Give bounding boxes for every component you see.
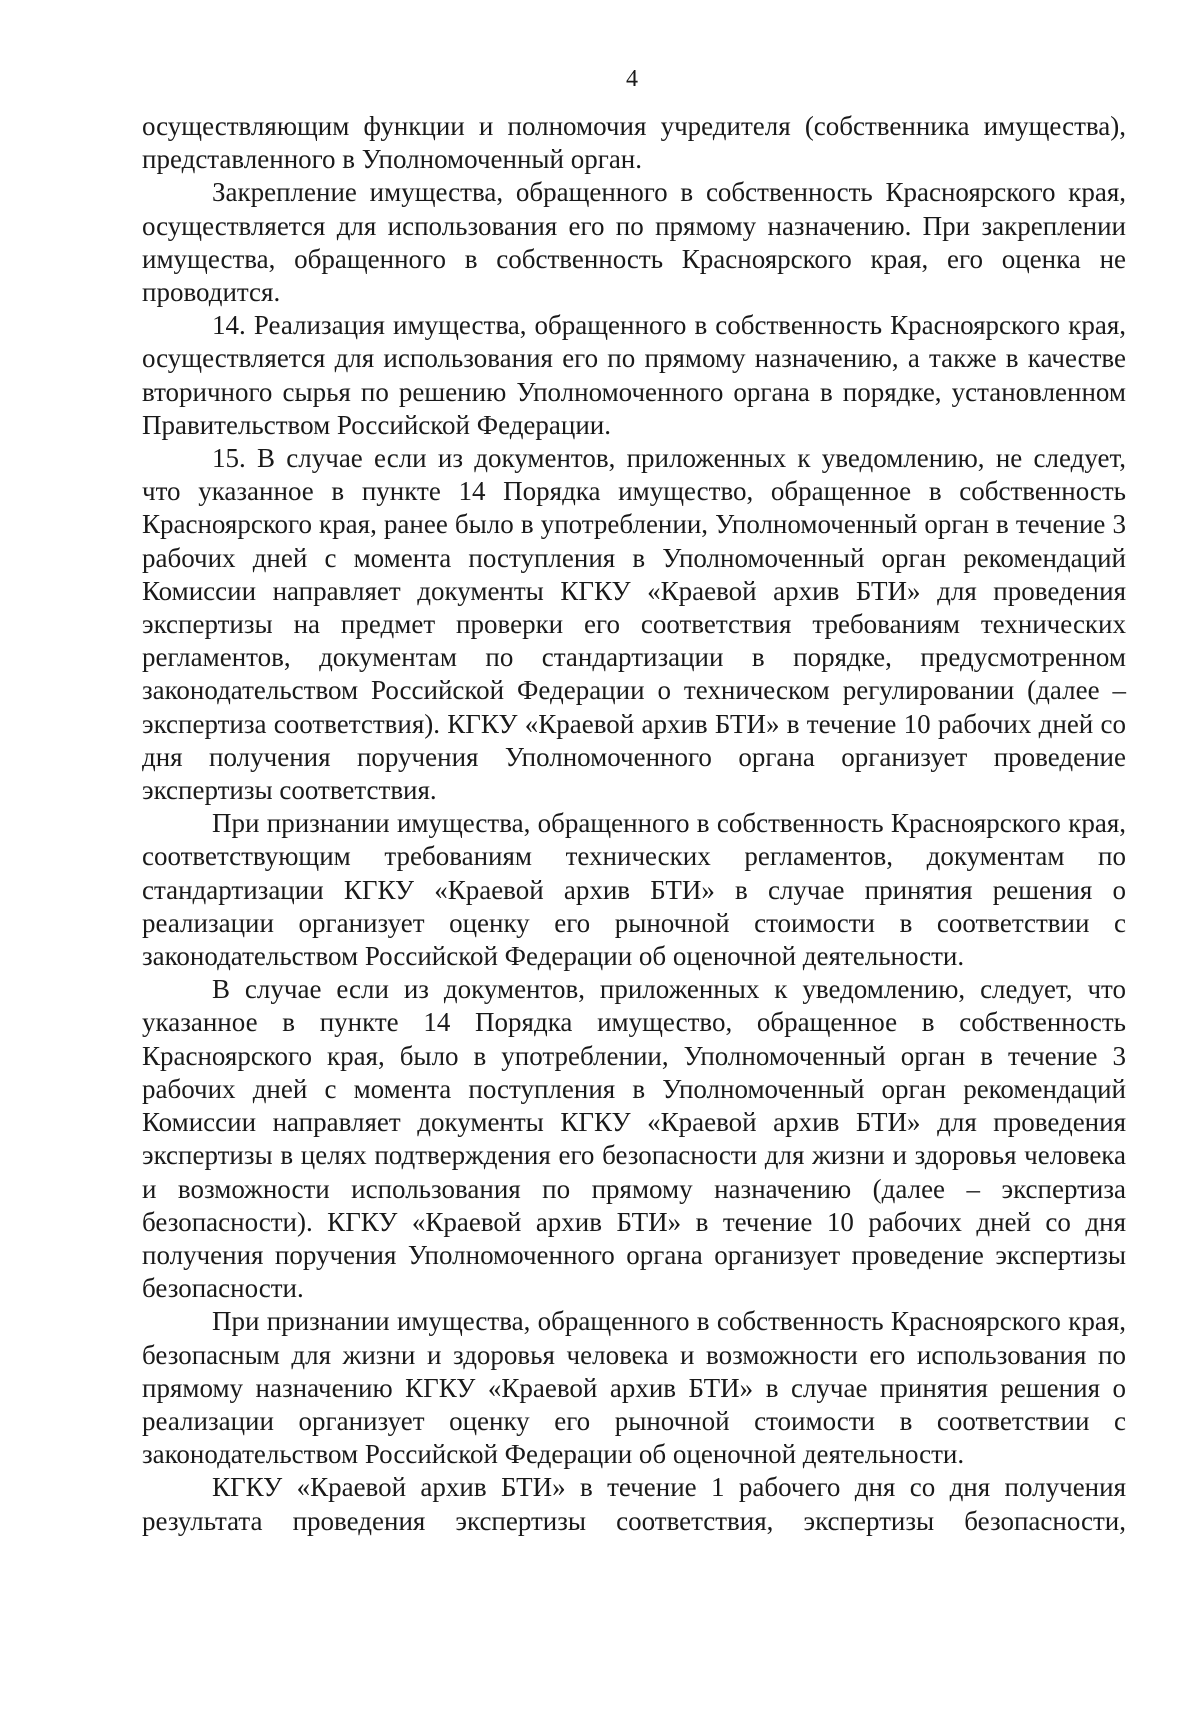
paragraph-used-property: В случае если из документов, приложенных к уведомлению, следует, что указанное в пункте 14 Порядка имущество, обращенное в собственность Красноярского края, было в употреблении, Уполномоченный орган в течение 3 рабочих дней с момента поступления в Уполномоченный орган рекомендаций Комиссии направляет документы КГКУ «Краевой архив БТИ» для проведения экспертизы в целях подтверждения его безопасности для жизни и здоровья человека и возможности использования по прямому назначению (далее – экспертиза безопасности). КГКУ «Краевой архив БТИ» в течение 10 рабочих дней со дня получения поручения Уполномоченного органа организует проведение экспертизы безопасности. <box>142 974 1126 1304</box>
page-number: 4 <box>626 66 638 92</box>
document-body <box>142 110 1126 1538</box>
paragraph-item-14: 14. Реализация имущества, обращенного в собственность Красноярского края, осуществляется для использования его по прямому назначению, а также в качестве вторичного сырья по решению Уполномоченного органа в порядке, установленном Правительством Российской Федерации. <box>142 310 1126 440</box>
paragraph-item-15: 15. В случае если из документов, приложенных к уведомлению, не следует, что указанное в пункте 14 Порядка имущество, обращенное в собственность Красноярского края, ранее было в употреблении, Уполномоченный орган в течение 3 рабочих дней с момента поступления в Уполномоченный орган рекомендаций Комиссии направляет документы КГКУ «Краевой архив БТИ» для проведения экспертизы на предмет проверки его соответствия требованиям технических регламентов, документам по стандартизации в порядке, предусмотренном законодательством Российской Федерации о техническом регулировании (далее – экспертиза соответствия). КГКУ «Краевой архив БТИ» в течение 10 рабочих дней со дня получения поручения Уполномоченного органа организует проведение экспертизы соответствия. <box>142 443 1126 806</box>
paragraph-conformity-recognition: При признании имущества, обращенного в собственность Красноярского края, соответствующим требованиям технических регламентов, документам по стандартизации КГКУ «Краевой архив БТИ» в случае принятия решения о реализации организует оценку его рыночной стоимости в соответствии с законодательством Российской Федерации об оценочной деятельности. <box>142 808 1126 972</box>
paragraph-safety-recognition: При признании имущества, обращенного в собственность Красноярского края, безопасным для жизни и здоровья человека и возможности его использования по прямому назначению КГКУ «Краевой архив БТИ» в случае принятия решения о реализации организует оценку его рыночной стоимости в соответствии с законодательством Российской Федерации об оценочной деятельности. <box>142 1306 1126 1470</box>
paragraph-property-assignment: Закрепление имущества, обращенного в собственность Красноярского края, осуществляется для использования его по прямому назначению. При закреплении имущества, обращенного в собственность Красноярского края, его оценка не проводится. <box>142 177 1126 308</box>
paragraph-continuation: осуществляющим функции и полномочия учредителя (собственника имущества), представленного в Уполномоченный орган. <box>142 111 1126 175</box>
paragraph-bti-result: КГКУ «Краевой архив БТИ» в течение 1 рабочего дня со дня получения результата проведения экспертизы соответствия, экспертизы безопасности, <box>142 1472 1126 1536</box>
